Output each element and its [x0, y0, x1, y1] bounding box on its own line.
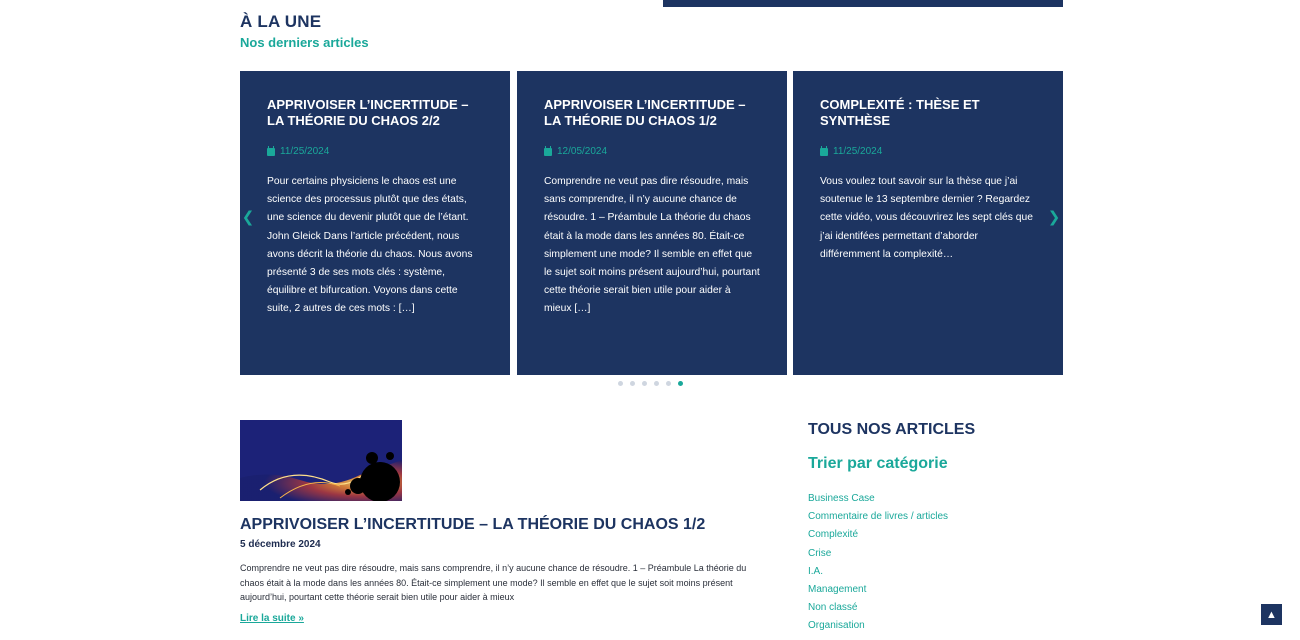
- pagination-dot[interactable]: [654, 381, 659, 386]
- pagination-dot[interactable]: [642, 381, 647, 386]
- card-excerpt: Vous voulez tout savoir sur la thèse que j’ai soutenue le 13 septembre dernier ? Regardez cette vidéo, vous découvrirez les sept clés que j’ai identifées permettant d’aborder différemment la complexité…: [820, 176, 1033, 260]
- post-excerpt: Comprendre ne veut pas dire résoudre, mais sans comprendre, il n’y aucune chance de résoudre. 1 – Préambule La théorie du chaos était à la mode dans les années 80. Était-ce simplement une mode? Il semble en effet que le sujet soit moins présent aujourd’hui, pourtant cette théorie serait bien utile pour aider à mieux: [240, 563, 747, 602]
- read-more-link[interactable]: Lire la suite »: [240, 613, 304, 624]
- category-list: [808, 490, 948, 636]
- section-title: À LA UNE: [240, 12, 322, 31]
- category-link[interactable]: I.A.: [808, 565, 824, 577]
- carousel-card[interactable]: [793, 71, 1063, 375]
- carousel-card[interactable]: [240, 71, 510, 375]
- category-link[interactable]: Business Case: [808, 493, 875, 504]
- back-to-top-button[interactable]: [1261, 604, 1282, 625]
- card-title[interactable]: COMPLEXITÉ : THÈSE ET SYNTHÈSE: [820, 97, 980, 128]
- post-date: 5 décembre 2024: [240, 539, 321, 550]
- calendar-icon: [820, 148, 828, 156]
- card-date: [267, 146, 483, 157]
- pagination-dot[interactable]: [666, 381, 671, 386]
- chevron-up-icon: ▲: [1266, 608, 1277, 621]
- pagination-dot[interactable]: [630, 381, 635, 386]
- fractal-thumbnail: [240, 420, 402, 501]
- card-title[interactable]: APPRIVOISER L’INCERTITUDE – LA THÉORIE DU CHAOS 1/2: [544, 97, 746, 128]
- calendar-icon: [267, 148, 275, 156]
- category-link[interactable]: Complexité: [808, 529, 859, 541]
- card-date-text: 11/25/2024: [280, 146, 330, 157]
- category-link[interactable]: Non classé: [808, 602, 858, 614]
- section-subtitle: Nos derniers articles: [240, 35, 369, 50]
- sidebar-subtitle: Trier par catégorie: [808, 455, 948, 472]
- post-title[interactable]: APPRIVOISER L’INCERTITUDE – LA THÉORIE DU CHAOS 1/2: [240, 516, 706, 533]
- card-title[interactable]: APPRIVOISER L’INCERTITUDE – LA THÉORIE DU CHAOS 2/2: [267, 97, 469, 128]
- card-date: [820, 146, 1036, 157]
- carousel-card[interactable]: [517, 71, 787, 375]
- card-date-text: 11/25/2024: [833, 146, 883, 157]
- calendar-icon: [544, 148, 552, 156]
- pagination-dot[interactable]: [618, 381, 623, 386]
- chevron-right-icon[interactable]: ❯: [1047, 209, 1061, 226]
- category-link[interactable]: Crise: [808, 547, 832, 559]
- carousel-pagination: [618, 381, 683, 386]
- card-date-text: 12/05/2024: [557, 146, 608, 157]
- category-link[interactable]: Organisation: [808, 620, 865, 632]
- top-banner-strip: [663, 0, 1063, 7]
- chevron-left-icon[interactable]: ❮: [241, 209, 255, 226]
- sidebar-title: TOUS NOS ARTICLES: [808, 421, 976, 438]
- card-excerpt: Comprendre ne veut pas dire résoudre, mais sans comprendre, il n’y aucune chance de résoudre. 1 – Préambule La théorie du chaos était à la mode dans les années 80. Était-ce simplement une mode? Il semble en effet que le sujet soit moins présent aujourd’hui, pourtant cette théorie serait bien utile pour aider à mieux […]: [544, 176, 760, 315]
- category-link[interactable]: Commentaire de livres / articles: [808, 511, 949, 523]
- pagination-dot-active[interactable]: [678, 381, 683, 386]
- card-excerpt: Pour certains physiciens le chaos est une science des processus plutôt que des états, une science du devenir plutôt que de l’étant. John Gleick Dans l’article précédent, nous avons décrit la théorie du chaos. Nous avons présenté 3 de ses mots clés : système, équilibre et bifurcation. Voyons dans cette suite, 2 autres de ces mots : […]: [267, 176, 473, 315]
- category-link[interactable]: Management: [808, 584, 867, 596]
- post-thumbnail[interactable]: [240, 420, 402, 501]
- card-date: [544, 146, 760, 157]
